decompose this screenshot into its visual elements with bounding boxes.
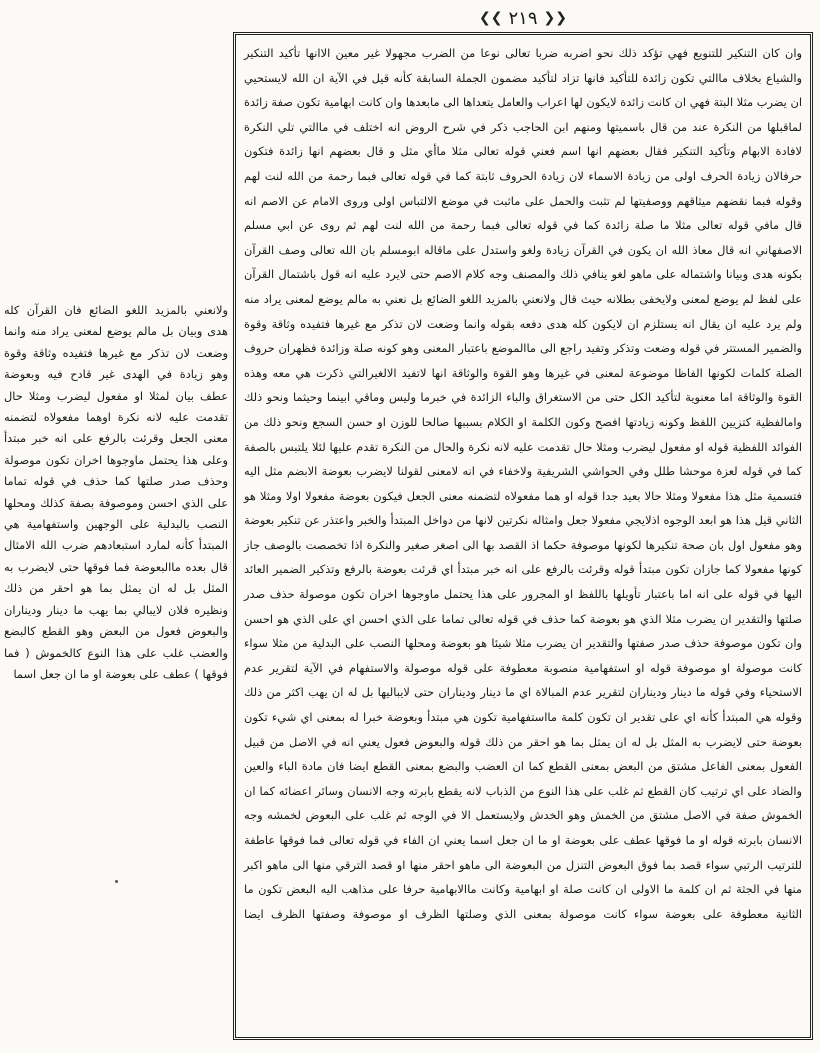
main-commentary-text [244,41,802,926]
margin-gloss [4,300,228,685]
page-header [233,4,813,32]
main-commentary-paragraph: وان كان التنكير للتنويع فهي تؤكد ذلك نحو اضربه ضربا تعالى نوعا من الضرب مجهولا غير معين الاانها تأكيد التنكير والشياع بخلاف ماالتي تكون زائدة للتأكيد فانها تزاد لتأكيد مضمون الجملة السابقة كأنه قيل في الآية ان الله لايستحيي ان يضرب مثلا البتة فهي ان كانت زائدة لايكون لها اعراب والعامل يتعداها الى مابعدها وان كانت ابهامية تكون صفة زائدة لماقبلها من النكرة عند من قال باسميتها ومنهم ابن الحاجب ذكر في شرح الروض انه اختلف في ماالتي تلي النكرة لافادة الابهام وتأكيد التنكير فقال بعضهم انها اسم فعني قوله تعالى مثلا ماأي مثل و قال بعضهم انها زائدة فتكون حرفالان زيادة الحرف اولى من زيادة الاسماء لان زيادة الحروف ثابتة كما في قوله تعالى فبما رحمة من الله لنت لهم وقوله فبما نقضهم ميثاقهم ووصفيتها لم تثبت والحمل على ماثبت في موضع الالتباس اولى وروى الامام عن الاصم انه قال مافي قوله تعالى مثلا ما صلة زائدة كما في قوله تعالى فبما رحمة من الله لنت لهم ثم روى عن ابي مسلم الاصفهاني انه قال معاذ الله ان يكون في القرآن زيادة ولغو واستدل على ماقاله ابومسلم بان الله تعالى وصف القرآن بكونه هدى وبيانا واشتماله على ماهو لغو ينافي ذلك والمصنف وجه كلام الاصم حتى لايرد عليه انه قول باشتمال القرآن على لفظ لم يوضع لمعنى ولايخفى بطلانه حيث قال ولانعني بالمزيد اللغو الضائع بل نعني به مالم يوضع لمعنى يراد منه ولم يرد عليه ان يقال انه يستلزم ان لايكون كله هدى دفعه بقوله وانما وضعت لان تذكر مع غيرها فتفيده وثاقة وقوة والضمير المستتر في قوله وضعت وتذكر وتفيد راجع الى ماالموضع باعتبار المعنى وهو كونه صلة وزائدة فظهران حروف الصلة كلمات لكونها الفاظا موضوعة لمعنى في غيرها وهو القوة والوثاقة انها لاتفيد الالغيرالتي ذكرت هي معه وهذه القوة والوثاقة اما معنوية لتأكيد الكل حتى من الاستغراق والباء الزائدة في خبرما وليس وماقي ابينما وحيثما ونحو ذلك وامالفظية كتزيين اللفظ وكونه زيادتها افصح وكون الكلمة او الكلام بسببها صالحا للوزن او حسن السجع ونحو ذلك من الفوائد اللفظية قوله او مفعول ليضرب ومثلا حال تقدمت عليه لانه نكرة والحال من النكرة تقدم عليها لئلا يلتبس بالصفة كما في قوله لعزة موحشا طلل وفي الحواشي الشريفية ولاخفاء في انه لامعنى لقولنا لايضرب بعوضة الابضم مثل اليه فتسمية مثل هذا مفعولا ومثلا حالا بعيد جدا قوله او هما مفعولاه لتضمنه معنى الجعل فيكون بعوضة مفعولا اولا ومثلا هو الثاني قيل هذا هو ابعد الوجوه اذلايجي مفعولا جعل وامثاله نكرتين لانها من دواخل المبتدأ والخبر واعتذر عن تنكير بعوضة وهو مفعول اول بان صحة تنكيرها لكونها موصوفة حكما اذ القصد بها الى اصغر صغير والنكرة اذا تخصصت بالوصف جاز كونها مفعولا كما جازان تكون مبتدأ قوله وقرئت بالرفع على انه خبر مبتدأ اي قرئت بعوضة بالرفع وتذكير الضمير العائد اليها في قوله على انه اما باعتبار تأويلها باللفظ او المجرور على هذا يحتمل ماوجوها اخران تكون موصولة حذف صدر صلتها والتقدير ان يضرب مثلا الذي هو بعوضة كما حذف في قوله تعالى تماما على الذي احسن اي على الذي هو احسن وان تكون موصوفة حذف صدر صفتها والتقدير ان يضرب مثلا شيئا هو بعوضة ومحلها النصب على البدلية من مثلا سواء كانت موصولة او موصوفة قوله او استفهامية منصوبة معطوفة على قوله موصولة والاستفهام في الآية لتقرير عدم الاستحياء وفي قوله ما دينار وديناران لتقرير عدم المبالاة اي ما دينار وديناران حتى لايباليها بل له ان يهب اكثر من ذلك وقوله هي المبتدأ كأنه اي على تقدير ان تكون كلمة مااستفهامية تكون هي مبتدأ وبعوضة خبرا له بمعنى اي شيء تكون بعوضة حتى لايضرب به المثل بل له ان يمثل بما هو احقر من ذلك قوله والبعوض فعول يعني انه في الاصل من قبيل الفعول بمعنى الفاعل مشتق من البعض بمعنى القطع كما ان العضب والبضع بمعنى القطع ايضا فان مادة الباء والعين والضاد على اي ترتيب كان القطع ثم غلب على هذا النوع من الذباب لانه يقطع بابرته وجه الانسان وسائر اعضائه كما ان الخموش صفة في الاصل مشتق من الخمش وهو الخدش ولايستعمل الا في الوجه ثم غلب على البعوض لخمشه وجه الانسان بابرته قوله او ما فوقها عطف على بعوضة او ما ان جعل اسما يعني ان الفاء في قوله تعالى فما فوقها عاطفة للترتيب الرتبي سواء قصد بما فوق البعوض التنزل من البعوضة الى ماهو احقر منها او قصد الترقي منها الى ماهو اكبر منها في الجثة ثم ان كلمة ما الاولى ان كانت صلة او ابهامية وكانت ماالابهامية حرفا على مذاهب اليه البعض تكون ما الثانية معطوفة على بعوضة سواء كانت موصولة بمعنى الذي وصلتها الظرف او موصوفة وصفتها الظرف ايضا [244,46,802,921]
page-number: ٢١٩ [508,7,538,29]
ornament-left-icon: ❮❮ [479,10,503,26]
margin-gloss-paragraph: ولانعني بالمزيد اللغو الضائع فان القرآن كله هدى وبيان بل مالم يوضع لمعنى يراد منه وانما وضعت لان تذكر مع غيرها فتفيده وثاقة وقوة وهو زيادة في الهدى غير قادح فيه وبعوضة عطف بيان لمثلا او مفعول ليضرب ومثلا حال تقدمت عليه لانه نكرة اوهما مفعولاه لتضمنه معنى الجعل وقرئت بالرفع على انه خبر مبتدأ وعلى هذا يحتمل ماوجوها اخران تكون موصولة وحذف صدر صلتها كما حذف في قوله تماما على الذي احسن وموصوفة بصفة كذلك ومحلها النصب بالبدلية على الوجهين واستفهامية هي المبتدأ كأنه لمارد استبعادهم ضرب الله الامثال قال بعده ماالبعوضة فما فوقها حتى لايضرب به المثل بل له ان يمثل بما هو احقر من ذلك ونظيره فلان لايبالي بما يهب ما دينار وديناران والبعوض فعول من البعض وهو القطع كالبضع والعضب غلب على هذا النوع كالخموش ( فما فوقها ) عطف على بعوضة او ما ان جعل اسما [4,303,228,681]
main-text-frame [233,32,813,1040]
dot-mark [115,880,118,883]
ornament-right-icon: ❯❯ [543,10,567,26]
